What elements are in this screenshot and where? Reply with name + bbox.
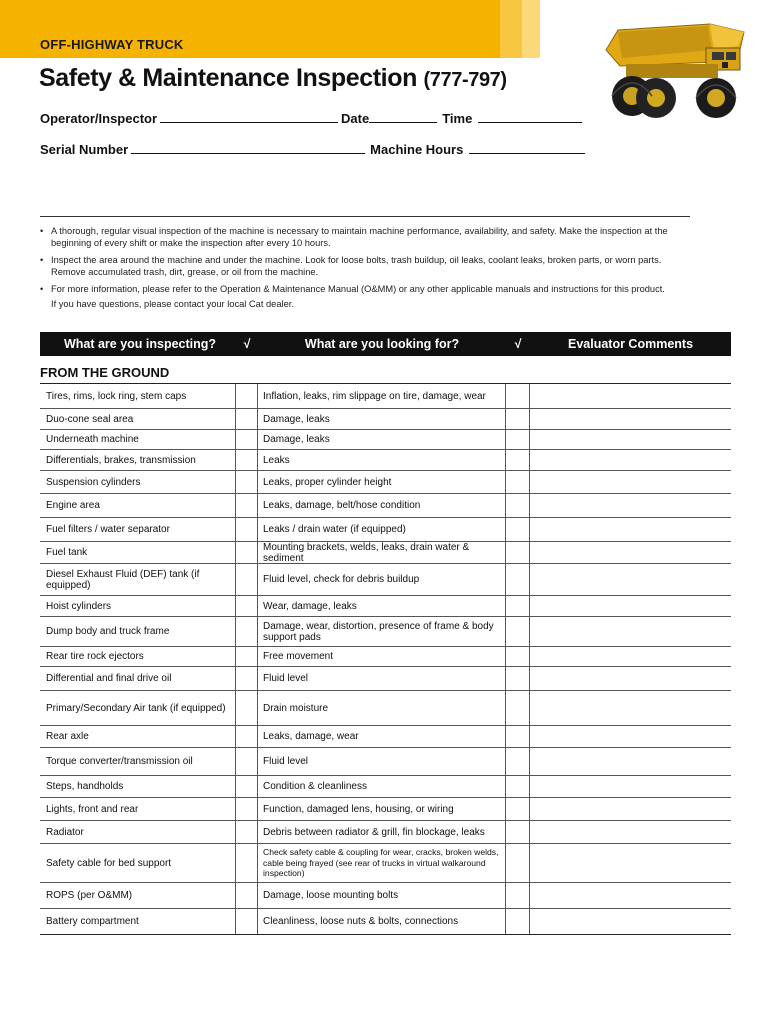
item-checkbox[interactable] xyxy=(236,450,258,470)
look-checkbox[interactable] xyxy=(506,844,530,882)
look-checkbox[interactable] xyxy=(506,518,530,541)
dealer-contact-note: If you have questions, please contact your local Cat dealer. xyxy=(51,298,294,309)
time-field[interactable] xyxy=(478,110,582,123)
look-checkbox[interactable] xyxy=(506,542,530,563)
item-checkbox[interactable] xyxy=(236,471,258,493)
model-range: (777-797) xyxy=(423,69,507,91)
section-title: FROM THE GROUND xyxy=(40,365,170,380)
header-stripe-light xyxy=(522,0,540,58)
inspect-item-text: Rear tire rock ejectors xyxy=(46,651,144,662)
look-for-item xyxy=(258,844,506,882)
instructions xyxy=(40,226,690,310)
look-checkbox[interactable] xyxy=(506,494,530,517)
look-checkbox[interactable] xyxy=(506,384,530,408)
look-for-item xyxy=(258,776,506,797)
look-for-item xyxy=(258,409,506,429)
look-for-item xyxy=(258,450,506,470)
look-for-item xyxy=(258,667,506,690)
inspect-item-text: Fuel filters / water separator xyxy=(46,524,170,535)
comment-cell[interactable] xyxy=(530,691,731,725)
operator-label: Operator/Inspector xyxy=(40,111,158,126)
look-for-item xyxy=(258,384,506,408)
inspect-item xyxy=(40,542,236,563)
table-row xyxy=(40,450,731,471)
item-checkbox[interactable] xyxy=(236,596,258,616)
look-checkbox[interactable] xyxy=(506,430,530,449)
table-row xyxy=(40,518,731,542)
look-for-item xyxy=(258,726,506,747)
look-checkbox[interactable] xyxy=(506,647,530,666)
header-stripe xyxy=(500,0,522,58)
inspect-item-text: Engine area xyxy=(46,500,100,511)
item-checkbox[interactable] xyxy=(236,667,258,690)
look-for-item xyxy=(258,883,506,908)
table-header xyxy=(40,332,731,356)
item-checkbox[interactable] xyxy=(236,647,258,666)
look-checkbox[interactable] xyxy=(506,617,530,646)
inspect-item-text: Lights, front and rear xyxy=(46,803,139,815)
item-checkbox[interactable] xyxy=(236,518,258,541)
item-checkbox[interactable] xyxy=(236,798,258,820)
inspect-item-text: Radiator xyxy=(46,826,84,838)
inspect-item xyxy=(40,409,236,429)
inspect-item xyxy=(40,909,236,934)
look-for-text: Free movement xyxy=(263,651,334,662)
table-row xyxy=(40,691,731,726)
hours-field[interactable] xyxy=(469,141,585,154)
look-for-text: Fluid level xyxy=(263,673,309,684)
look-checkbox[interactable] xyxy=(506,776,530,797)
inspect-item xyxy=(40,821,236,843)
comment-cell[interactable] xyxy=(530,748,731,775)
look-for-item xyxy=(258,518,506,541)
look-checkbox[interactable] xyxy=(506,726,530,747)
look-checkbox[interactable] xyxy=(506,691,530,725)
comment-cell[interactable] xyxy=(530,564,731,595)
date-field[interactable] xyxy=(369,110,437,123)
look-for-item xyxy=(258,909,506,934)
look-for-text: Function, damaged lens, housing, or wiring xyxy=(263,803,454,815)
look-for-text: Inflation, leaks, rim slippage on tire, damage, wear xyxy=(263,390,486,402)
look-for-item xyxy=(258,647,506,666)
inspect-item xyxy=(40,726,236,747)
table-row xyxy=(40,821,731,844)
inspect-item xyxy=(40,564,236,595)
inspect-item-text: Battery compartment xyxy=(46,916,139,927)
comment-cell[interactable] xyxy=(530,542,731,563)
inspect-item-text: Steps, handholds xyxy=(46,781,124,792)
look-for-text: Cleanliness, loose nuts & bolts, connections xyxy=(263,916,459,927)
look-checkbox[interactable] xyxy=(506,667,530,690)
comment-cell[interactable] xyxy=(530,596,731,616)
table-row xyxy=(40,471,731,494)
comment-cell[interactable] xyxy=(530,409,731,429)
inspect-item xyxy=(40,691,236,725)
look-checkbox[interactable] xyxy=(506,596,530,616)
inspect-item xyxy=(40,450,236,470)
item-checkbox[interactable] xyxy=(236,384,258,408)
look-checkbox[interactable] xyxy=(506,471,530,493)
inspect-item-text: Diesel Exhaust Fluid (DEF) tank (if equipped) xyxy=(46,568,200,591)
operator-field[interactable] xyxy=(160,110,338,123)
look-for-text: Damage, leaks xyxy=(263,434,330,445)
inspect-item xyxy=(40,384,236,408)
comment-cell[interactable] xyxy=(530,883,731,908)
header-check-1: √ xyxy=(243,337,251,351)
inspect-item xyxy=(40,596,236,616)
table-row xyxy=(40,617,731,647)
item-checkbox[interactable] xyxy=(236,726,258,747)
look-for-text: Condition & cleanliness xyxy=(263,781,367,792)
instruction-item: • A thorough, regular visual inspection of the machine is necessary to maintain machine performance, availability, and safety. Make the inspection at the beginning of every shift or make the inspection after every 10 hours. xyxy=(40,226,668,248)
inspect-item xyxy=(40,494,236,517)
look-for-text: Fluid level, check for debris buildup xyxy=(263,574,420,585)
instruction-item: • For more information, please refer to the Operation & Maintenance Manual (O&MM) or any other applicable manuals and instructions for this product. xyxy=(40,284,665,294)
look-for-text: Mounting brackets, welds, leaks, drain water & sediment xyxy=(263,541,470,564)
inspect-item-text: Torque converter/transmission oil xyxy=(46,756,193,767)
item-checkbox[interactable] xyxy=(236,909,258,934)
table-row xyxy=(40,748,731,776)
table-row xyxy=(40,409,731,430)
look-checkbox[interactable] xyxy=(506,748,530,775)
inspect-item xyxy=(40,883,236,908)
hours-label: Machine Hours xyxy=(370,142,464,157)
inspect-item-text: Suspension cylinders xyxy=(46,476,141,488)
item-checkbox[interactable] xyxy=(236,617,258,646)
comment-cell[interactable] xyxy=(530,726,731,747)
look-checkbox[interactable] xyxy=(506,821,530,843)
look-for-item xyxy=(258,494,506,517)
look-for-item xyxy=(258,542,506,563)
item-checkbox[interactable] xyxy=(236,748,258,775)
look-for-text: Check safety cable & coupling for wear, cracks, broken welds, cable being frayed (see rear of trucks in virtual walkaround inspection) xyxy=(263,847,499,879)
inspect-item-text: Duo-cone seal area xyxy=(46,413,134,425)
inspect-item xyxy=(40,430,236,449)
table-row xyxy=(40,542,731,564)
inspect-item-text: Primary/Secondary Air tank (if equipped) xyxy=(46,702,226,714)
comment-cell[interactable] xyxy=(530,494,731,517)
item-checkbox[interactable] xyxy=(236,691,258,725)
inspect-item xyxy=(40,471,236,493)
look-for-item xyxy=(258,471,506,493)
inspect-item xyxy=(40,776,236,797)
divider xyxy=(40,216,690,217)
comment-cell[interactable] xyxy=(530,471,731,493)
comment-cell[interactable] xyxy=(530,647,731,666)
table-row xyxy=(40,883,731,909)
inspect-item xyxy=(40,844,236,882)
look-for-item xyxy=(258,691,506,725)
item-checkbox[interactable] xyxy=(236,564,258,595)
comment-cell[interactable] xyxy=(530,617,731,646)
look-for-text: Damage, leaks xyxy=(263,413,330,425)
look-checkbox[interactable] xyxy=(506,450,530,470)
table-row xyxy=(40,909,731,934)
inspect-item xyxy=(40,667,236,690)
inspect-item xyxy=(40,647,236,666)
header-check-2: √ xyxy=(514,337,522,351)
inspect-item-text: Safety cable for bed support xyxy=(46,857,172,869)
look-for-text: Leaks / drain water (if equipped) xyxy=(263,524,406,535)
inspect-item-text: Dump body and truck frame xyxy=(46,626,170,637)
table-row xyxy=(40,564,731,596)
table-row xyxy=(40,798,731,821)
inspect-item-text: ROPS (per O&MM) xyxy=(46,890,133,901)
look-checkbox[interactable] xyxy=(506,798,530,820)
item-checkbox[interactable] xyxy=(236,821,258,843)
table-row xyxy=(40,667,731,691)
serial-field[interactable] xyxy=(131,141,365,154)
look-for-text: Drain moisture xyxy=(263,702,329,714)
header-evaluator-comments: Evaluator Comments xyxy=(567,337,694,351)
look-checkbox[interactable] xyxy=(506,409,530,429)
item-checkbox[interactable] xyxy=(236,883,258,908)
inspect-item xyxy=(40,798,236,820)
comment-cell[interactable] xyxy=(530,667,731,690)
page-title xyxy=(39,64,507,93)
table-row xyxy=(40,596,731,617)
look-for-item xyxy=(258,748,506,775)
comment-cell[interactable] xyxy=(530,450,731,470)
table-row xyxy=(40,776,731,798)
look-checkbox[interactable] xyxy=(506,883,530,908)
look-for-item xyxy=(258,821,506,843)
item-checkbox[interactable] xyxy=(236,409,258,429)
comment-cell[interactable] xyxy=(530,909,731,934)
look-for-item xyxy=(258,798,506,820)
time-label: Time xyxy=(442,111,473,126)
table-row xyxy=(40,647,731,667)
look-for-item xyxy=(258,617,506,646)
inspect-item-text: Differentials, brakes, transmission xyxy=(46,454,196,466)
look-for-item xyxy=(258,596,506,616)
comment-cell[interactable] xyxy=(530,776,731,797)
inspect-item-text: Differential and final drive oil xyxy=(46,673,172,684)
comment-cell[interactable] xyxy=(530,384,731,408)
look-for-text: Fluid level xyxy=(263,756,309,767)
table-row xyxy=(40,494,731,518)
instruction-item: • Inspect the area around the machine and under the machine. Look for loose bolts, trash buildup, oil leaks, coolant leaks, broken parts, or worn parts. Remove accumulated trash, dirt, grease, or oil from the machine. xyxy=(40,255,662,277)
serial-label: Serial Number xyxy=(40,142,129,157)
inspect-item-text: Underneath machine xyxy=(46,434,139,445)
title-text: Safety & Maintenance Inspection xyxy=(39,64,417,92)
comment-cell[interactable] xyxy=(530,844,731,882)
comment-cell[interactable] xyxy=(530,821,731,843)
look-for-text: Damage, loose mounting bolts xyxy=(263,890,399,901)
header-inspecting: What are you inspecting? xyxy=(63,337,217,351)
table-row xyxy=(40,726,731,748)
operator-date-time-fields xyxy=(40,110,585,126)
look-for-item xyxy=(258,564,506,595)
item-checkbox[interactable] xyxy=(236,844,258,882)
inspect-item-text: Rear axle xyxy=(46,731,89,742)
inspect-item-text: Hoist cylinders xyxy=(46,600,112,612)
inspect-item-text: Fuel tank xyxy=(46,547,88,558)
header-looking-for: What are you looking for? xyxy=(304,337,460,351)
look-for-text: Damage, wear, distortion, presence of frame & body support pads xyxy=(263,620,494,643)
inspection-table xyxy=(40,383,731,935)
look-for-text: Debris between radiator & grill, fin blockage, leaks xyxy=(263,826,485,838)
table-row xyxy=(40,844,731,883)
table-row xyxy=(40,384,731,409)
look-for-text: Wear, damage, leaks xyxy=(263,600,357,612)
document-category: OFF-HIGHWAY TRUCK xyxy=(40,37,184,52)
look-for-text: Leaks, proper cylinder height xyxy=(263,476,392,488)
mining-haul-truck-icon xyxy=(598,10,748,122)
look-for-text: Leaks, damage, wear xyxy=(263,731,359,742)
inspect-item xyxy=(40,748,236,775)
comment-cell[interactable] xyxy=(530,430,731,449)
item-checkbox[interactable] xyxy=(236,494,258,517)
look-for-item xyxy=(258,430,506,449)
item-checkbox[interactable] xyxy=(236,542,258,563)
look-for-text: Leaks, damage, belt/hose condition xyxy=(263,500,421,511)
item-checkbox[interactable] xyxy=(236,430,258,449)
item-checkbox[interactable] xyxy=(236,776,258,797)
look-for-text: Leaks xyxy=(263,454,290,466)
serial-hours-fields xyxy=(40,141,588,157)
comment-cell[interactable] xyxy=(530,798,731,820)
date-label: Date xyxy=(341,111,370,126)
inspect-item-text: Tires, rims, lock ring, stem caps xyxy=(46,390,187,402)
look-checkbox[interactable] xyxy=(506,564,530,595)
comment-cell[interactable] xyxy=(530,518,731,541)
inspect-item xyxy=(40,617,236,646)
inspect-item xyxy=(40,518,236,541)
table-row xyxy=(40,430,731,450)
look-checkbox[interactable] xyxy=(506,909,530,934)
